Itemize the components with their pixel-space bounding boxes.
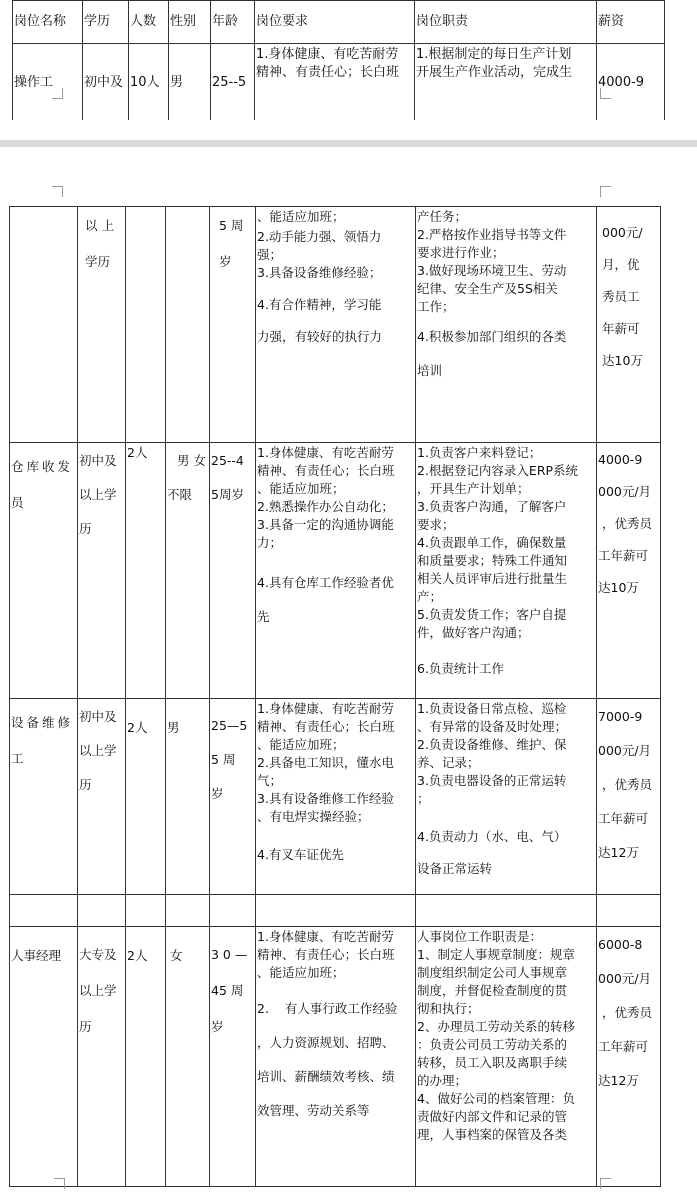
empty-cell: [166, 895, 210, 927]
salary-line: 000元/月: [598, 484, 652, 499]
text-line: 岁: [219, 254, 232, 269]
text-line: 45 周: [211, 983, 244, 998]
requirement-line: 4.有叉车证优先: [257, 847, 344, 862]
text-line: 以上学: [79, 487, 117, 502]
salary-line: 000元/: [602, 225, 643, 240]
text-line: 以上学: [79, 743, 117, 758]
salary-cell: [597, 927, 661, 1187]
document-page-2: [0, 152, 697, 1200]
table-row: [13, 44, 665, 122]
text-line: 学历: [85, 254, 111, 269]
empty-cell: [10, 895, 78, 927]
requirement-line: 2. 有人事行政工作经验: [257, 1001, 398, 1016]
text-line: 初中及: [79, 709, 117, 724]
duties-cell: [416, 443, 597, 699]
gender-cell: [166, 207, 210, 443]
education-cell: [78, 443, 126, 699]
text-line: 历: [79, 777, 92, 792]
text-line: 25--4: [211, 453, 244, 468]
corner-mark: [600, 88, 611, 99]
header-cell: 学历: [83, 1, 129, 44]
duty-line: 4.积极参加部门组织的各类: [417, 329, 567, 344]
headcount-cell: 2人: [126, 699, 166, 895]
requirement-line: 1.身体健康、有吃苦耐劳: [257, 445, 394, 460]
duty-line: 1.负责设备日常点检、巡检: [417, 701, 567, 716]
table-row-maintenance: [10, 699, 661, 895]
text-line: 以上学: [79, 983, 117, 998]
requirement-line: 培训、薪酬绩效考核、绩: [257, 1069, 395, 1084]
gender-cell: 男: [166, 699, 210, 895]
requirement-line: 3.具有设备维修工作经验: [257, 791, 394, 806]
duty-line: 2.严格按作业指导书等文件: [417, 227, 567, 242]
requirement-line: 1.身体健康、有吃苦耐劳: [257, 929, 394, 944]
duties-cell: [416, 927, 597, 1187]
duty-line: 6.负责统计工作: [417, 661, 504, 676]
text-line: 5周岁: [211, 487, 244, 502]
table-header-row: [13, 1, 665, 44]
salary-line: 达12万: [598, 1073, 639, 1088]
text-line: 初中及: [79, 453, 117, 468]
duty-line: 制度组织制定公司人事规章: [417, 965, 568, 980]
text-line: 25—5: [211, 718, 248, 733]
requirement-line: 、能适应加班；: [257, 481, 345, 496]
job-name-cell: 操作工: [13, 44, 83, 122]
duty-line: 4.负责动力（水、电、气）: [417, 829, 567, 844]
requirement-line: 4.有合作精神，学习能: [257, 297, 382, 312]
requirement-line: 力强，有较好的执行力: [257, 329, 383, 344]
salary-line: 000元/月: [598, 743, 652, 758]
education-cell: [78, 927, 126, 1187]
document-page-1: [0, 0, 697, 120]
text-line: 历: [79, 521, 92, 536]
salary-line: 000元/月: [598, 971, 652, 986]
page-gap: [0, 120, 697, 152]
header-cell: 性别: [169, 1, 211, 44]
salary-line: ，优秀员: [602, 516, 653, 531]
duties-cell: [415, 44, 597, 122]
table-row-operator-continued: [10, 207, 661, 443]
duty-line: 3.负责客户沟通，了解客户: [417, 499, 567, 514]
duty-line: 彻和执行；: [417, 1001, 480, 1016]
duty-line: 培训: [417, 363, 443, 378]
text-line: 设备维修: [11, 715, 74, 730]
headcount-cell: 10人: [129, 44, 169, 122]
duty-line: 3.做好现场环境卫生、劳动: [417, 263, 567, 278]
text-line: 岁: [211, 786, 224, 801]
duty-line: 制度，并督促检查制度的贯: [417, 983, 568, 998]
header-cell: 人数: [129, 1, 169, 44]
requirement-line: 3.具备一定的沟通协调能: [257, 517, 394, 532]
salary-cell: [597, 443, 661, 699]
requirement-line: 气；: [257, 773, 283, 788]
duty-line: 4、做好公司的档案管理：负: [417, 1091, 575, 1106]
requirement-line: 2.具备电工知识，懂水电: [257, 755, 394, 770]
duties-cell: [416, 207, 597, 443]
requirements-cell: [255, 44, 415, 122]
header-cell: 薪资: [597, 1, 665, 44]
job-name-cell: [10, 207, 78, 443]
job-name-cell: [10, 699, 78, 895]
corner-mark: [54, 1178, 65, 1189]
job-name-cell: 人事经理: [10, 927, 78, 1187]
page-separator: [0, 140, 697, 147]
requirement-line: 2.动手能力强、领悟力: [257, 229, 382, 244]
duty-line: 1.负责客户来料登记；: [417, 445, 542, 460]
gender-cell: 女: [166, 927, 210, 1187]
text-line: 5 周: [211, 752, 236, 767]
header-cell: 年龄: [211, 1, 255, 44]
duty-line: 开展生产作业活动，完成生: [416, 65, 573, 80]
duty-line: 养、记录；: [417, 755, 480, 770]
duty-line: 件，做好客户沟通；: [417, 625, 530, 640]
duty-line: 2、办理员工劳动关系的转移: [417, 1019, 575, 1034]
duty-line: 相关人员评审后进行批量生: [417, 571, 568, 586]
job-table-page-1: [12, 0, 665, 122]
job-name-cell: [10, 443, 78, 699]
duty-line: 2.根据登记内容录入ERP系统: [417, 463, 579, 478]
duty-line: 工作；: [417, 299, 455, 314]
salary-line: 7000-9: [598, 709, 643, 724]
corner-mark: [600, 1178, 611, 1189]
empty-cell: [416, 895, 597, 927]
job-table-page-2: [9, 206, 661, 1187]
text-line: 工: [11, 751, 24, 766]
salary-line: ，优秀员: [602, 1005, 653, 1020]
salary-cell: [597, 699, 661, 895]
headcount-cell: 2人: [126, 443, 166, 699]
corner-mark: [52, 186, 63, 197]
text-line: 男 女: [177, 453, 206, 468]
salary-line: 工年薪可: [598, 811, 649, 826]
gender-cell: 男: [169, 44, 211, 122]
duty-line: ；: [417, 791, 430, 806]
salary-cell: [597, 207, 661, 443]
table-row-hr-manager: [10, 927, 661, 1187]
duty-line: 4.负责跟单工作，确保数量: [417, 535, 567, 550]
requirements-cell: [256, 207, 416, 443]
duty-line: 纪律、安全生产及5S相关: [417, 281, 558, 296]
duty-line: 产；: [417, 589, 443, 604]
text-line: 以 上: [85, 218, 114, 233]
empty-cell: [126, 895, 166, 927]
education-cell: [78, 699, 126, 895]
salary-line: 6000-8: [598, 937, 643, 952]
age-cell: 25--5: [211, 44, 255, 122]
headcount-cell: [126, 207, 166, 443]
headcount-cell: 2人: [126, 927, 166, 1187]
empty-cell: [210, 895, 256, 927]
text-line: 历: [79, 1019, 92, 1034]
text-line: 岁: [211, 1019, 224, 1034]
requirements-cell: [256, 443, 416, 699]
salary-line: 达10万: [602, 353, 643, 368]
duty-line: 设备正常运转: [417, 861, 493, 876]
requirements-cell: [256, 927, 416, 1187]
empty-cell: [78, 895, 126, 927]
text-line: 不限: [167, 487, 193, 502]
age-cell: [210, 927, 256, 1187]
age-cell: [210, 699, 256, 895]
empty-cell: [256, 895, 416, 927]
requirement-line: 3.具备设备维修经验；: [257, 265, 382, 280]
empty-cell: [597, 895, 661, 927]
requirement-line: ，人力资源规划、招聘、: [257, 1035, 395, 1050]
duty-line: 、有异常的设备及时处理；: [417, 719, 568, 734]
text-line: 大专及: [79, 947, 117, 962]
table-row-warehouse: [10, 443, 661, 699]
duty-line: 1、制定人事规章制度：规章: [417, 947, 575, 962]
requirement-line: 精神、有责任心；长白班: [257, 719, 395, 734]
corner-mark: [600, 186, 611, 197]
salary-line: 月，优: [602, 257, 640, 272]
requirement-line: 2.熟悉操作办公自动化；: [257, 499, 394, 514]
requirement-line: 强；: [257, 247, 283, 262]
requirements-cell: [256, 699, 416, 895]
duty-line: 5.负责发货工作；客户自提: [417, 607, 567, 622]
duty-line: 要求；: [417, 517, 455, 532]
requirement-line: 先: [257, 609, 270, 624]
header-cell: 岗位职责: [415, 1, 597, 44]
duty-line: 转移，员工入职及离职手续: [417, 1055, 568, 1070]
duty-line: 人事岗位工作职责是：: [417, 929, 543, 944]
corner-mark: [52, 88, 63, 99]
header-cell: 岗位要求: [255, 1, 415, 44]
requirement-line: 、有电焊实操经验；: [257, 809, 370, 824]
duty-line: 1.根据制定的每日生产计划: [416, 47, 572, 62]
requirement-line: 效管理、劳动关系等: [257, 1103, 370, 1118]
education-cell: 初中及: [83, 44, 129, 122]
salary-line: ，优秀员: [602, 777, 653, 792]
duty-line: 责做好内部文件和记录的管: [417, 1109, 568, 1124]
duty-line: 的办理；: [417, 1073, 468, 1088]
salary-line: 秀员工: [602, 289, 640, 304]
age-cell: [210, 443, 256, 699]
requirement-line: 1.身体健康、有吃苦耐劳: [257, 701, 394, 716]
text-line: 员: [11, 495, 24, 510]
duty-line: 产任务；: [417, 209, 468, 224]
salary-line: 达12万: [598, 845, 639, 860]
duty-line: ，开具生产计划单；: [417, 481, 530, 496]
salary-line: 年薪可: [602, 321, 640, 336]
requirement-line: 精神、有责任心；长白班: [257, 947, 395, 962]
salary-cell: 4000-9: [597, 44, 665, 122]
salary-line: 达10万: [598, 580, 639, 595]
education-cell: [78, 207, 126, 443]
duty-line: 要求进行作业；: [417, 245, 505, 260]
duty-line: 3.负责电器设备的正常运转: [417, 773, 567, 788]
requirement-line: 4.具有仓库工作经验者优: [257, 575, 394, 590]
requirement-line: 、能适应加班；: [257, 965, 345, 980]
requirement-line: 、能适应加班；: [257, 209, 345, 224]
age-cell: [210, 207, 256, 443]
duties-cell: [416, 699, 597, 895]
gender-cell: [166, 443, 210, 699]
requirement-line: 、能适应加班；: [257, 737, 345, 752]
header-cell: 岗位名称: [13, 1, 83, 44]
text-line: 3 0 —: [211, 947, 248, 962]
requirement-line: 精神、有责任心；长白班: [257, 463, 395, 478]
salary-line: 4000-9: [598, 452, 643, 467]
table-row-empty: [10, 895, 661, 927]
requirement-line: 力；: [257, 535, 283, 550]
salary-line: 工年薪可: [598, 1039, 649, 1054]
text-line: 5 周: [219, 218, 244, 233]
duty-line: 理，人事档案的保管及各类: [417, 1127, 568, 1142]
duty-line: ：负责公司员工劳动关系的: [417, 1037, 568, 1052]
duty-line: 和质量要求；特殊工件通知: [417, 553, 568, 568]
salary-line: 工年薪可: [598, 548, 649, 563]
duty-line: 2.负责设备维修、维护、保: [417, 737, 567, 752]
requirement-line: 1.身体健康、有吃苦耐劳: [256, 47, 399, 62]
requirement-line: 精神、有责任心；长白班: [256, 65, 400, 80]
text-line: 仓库收发: [11, 459, 74, 474]
